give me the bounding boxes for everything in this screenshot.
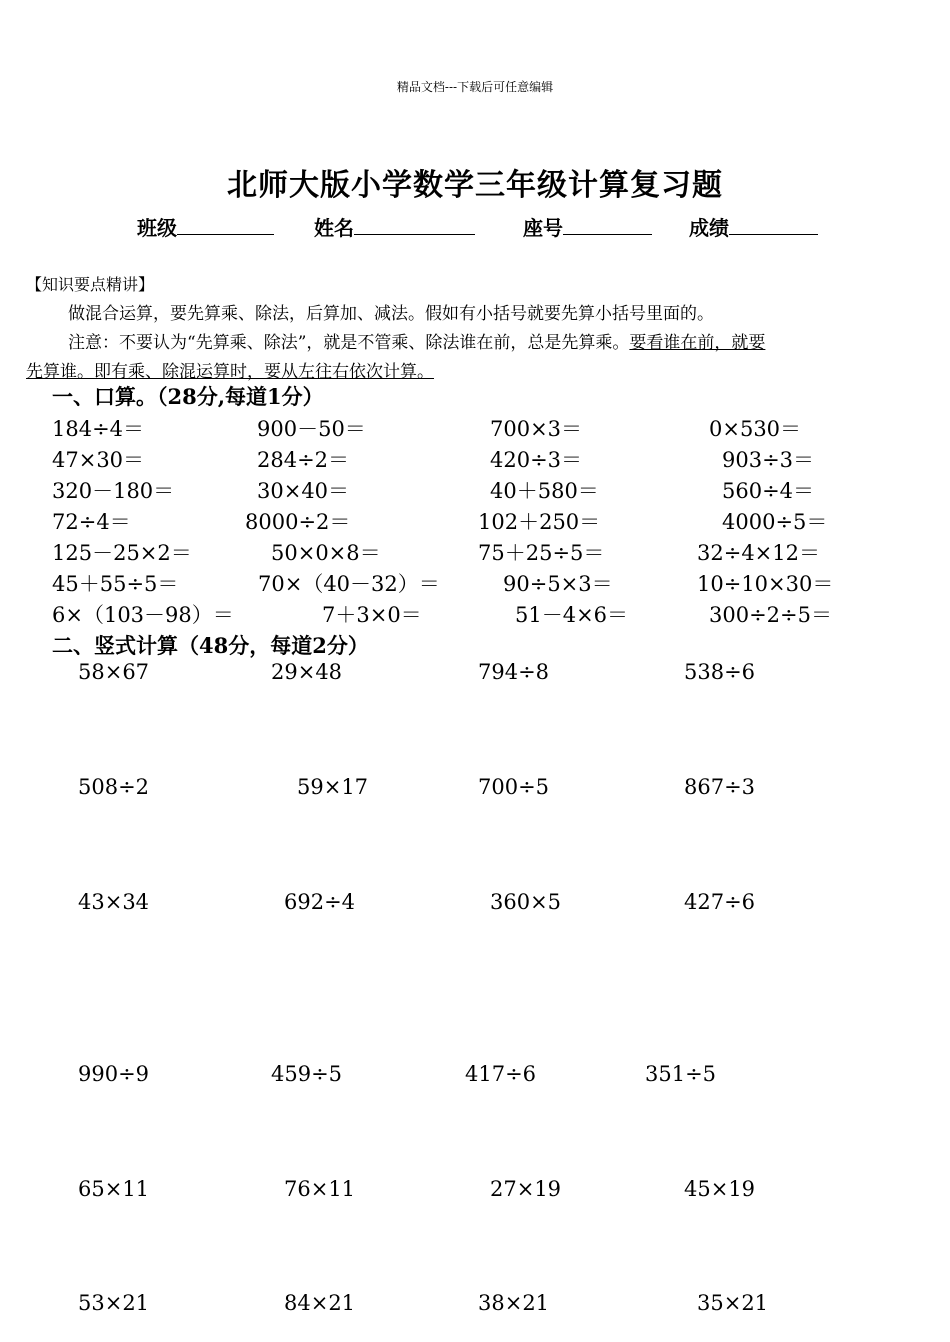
score-field — [689, 212, 818, 241]
oral-problem: 102＋250＝ — [478, 510, 601, 534]
vertical-problem: 58×67 — [78, 660, 150, 684]
vertical-problem: 360×5 — [490, 890, 562, 914]
oral-problem: 8000÷2＝ — [245, 510, 351, 534]
oral-problem: 300÷2÷5＝ — [709, 603, 832, 627]
vertical-problem: 990÷9 — [78, 1062, 150, 1086]
vertical-problem: 427÷6 — [684, 890, 756, 914]
vertical-problem: 29×48 — [271, 660, 343, 684]
header-note: 精品文档---下载后可任意编辑 — [396, 80, 554, 94]
knowledge-line-2-underlined: 要看谁在前，就要 — [629, 333, 766, 353]
seat-blank — [563, 214, 652, 235]
oral-problem: 420÷3＝ — [490, 448, 583, 472]
vertical-problem: 794÷8 — [478, 660, 550, 684]
page-title: 北师大版小学数学三年级计算复习题 — [227, 168, 723, 203]
score-label: 成绩 — [689, 216, 729, 240]
section1-heading: 一、口算。（28分,每道1分） — [52, 384, 324, 409]
oral-problem: 184÷4＝ — [52, 417, 145, 441]
oral-problem: 47×30＝ — [52, 448, 145, 472]
vertical-problem: 700÷5 — [478, 775, 550, 799]
oral-problem: 40＋580＝ — [490, 479, 599, 503]
oral-problem: 70×（40－32）＝ — [258, 572, 440, 596]
seat-field — [523, 212, 652, 241]
oral-problem: 32÷4×12＝ — [697, 541, 820, 565]
oral-problem: 0×530＝ — [709, 417, 802, 441]
oral-problem: 4000÷5＝ — [722, 510, 828, 534]
vertical-problem: 351÷5 — [645, 1062, 717, 1086]
knowledge-line-1: 做混合运算，要先算乘、除法，后算加、减法。假如有小括号就要先算小括号里面的。 — [68, 304, 714, 324]
vertical-problem: 84×21 — [284, 1291, 356, 1315]
oral-problem: 700×3＝ — [490, 417, 583, 441]
section2-heading: 二、竖式计算（48分，每道2分） — [52, 633, 369, 658]
oral-problem: 30×40＝ — [257, 479, 350, 503]
class-blank — [177, 214, 274, 235]
vertical-problem: 508÷2 — [78, 775, 150, 799]
oral-problem: 903÷3＝ — [722, 448, 815, 472]
vertical-problem: 59×17 — [297, 775, 369, 799]
name-blank — [354, 214, 475, 235]
knowledge-line-2-plain: 注意：不要认为“先算乘、除法”，就是不管乘、除法谁在前，总是先算乘。 — [68, 333, 630, 353]
vertical-problem: 65×11 — [78, 1177, 150, 1201]
oral-problem: 50×0×8＝ — [271, 541, 381, 565]
knowledge-line-3-underlined: 先算谁。即有乘、除混运算时，要从左往右依次计算。 — [26, 362, 434, 382]
class-field — [137, 212, 274, 241]
seat-label: 座号 — [523, 216, 563, 240]
vertical-problem: 417÷6 — [465, 1062, 537, 1086]
oral-problem: 7＋3×0＝ — [322, 603, 422, 627]
vertical-problem: 53×21 — [78, 1291, 150, 1315]
oral-problem: 75＋25÷5＝ — [478, 541, 605, 565]
oral-problem: 6×（103－98）＝ — [52, 603, 234, 627]
oral-problem: 125－25×2＝ — [52, 541, 192, 565]
vertical-problem: 76×11 — [284, 1177, 356, 1201]
vertical-problem: 538÷6 — [684, 660, 756, 684]
score-blank — [729, 214, 818, 235]
oral-problem: 900－50＝ — [257, 417, 366, 441]
oral-problem: 284÷2＝ — [257, 448, 350, 472]
vertical-problem: 38×21 — [478, 1291, 550, 1315]
vertical-problem: 45×19 — [684, 1177, 756, 1201]
name-label: 姓名 — [314, 216, 354, 240]
oral-problem: 320－180＝ — [52, 479, 175, 503]
knowledge-tag: 【知识要点精讲】 — [26, 275, 155, 294]
oral-problem: 51－4×6＝ — [515, 603, 629, 627]
vertical-problem: 459÷5 — [271, 1062, 343, 1086]
oral-problem: 560÷4＝ — [722, 479, 815, 503]
vertical-problem: 867÷3 — [684, 775, 756, 799]
oral-problem: 45＋55÷5＝ — [52, 572, 179, 596]
oral-problem: 72÷4＝ — [52, 510, 131, 534]
knowledge-line-3 — [26, 357, 434, 382]
class-label: 班级 — [137, 216, 177, 240]
name-field — [314, 212, 475, 241]
knowledge-line-2 — [68, 328, 765, 353]
vertical-problem: 692÷4 — [284, 890, 356, 914]
oral-problem: 10÷10×30＝ — [697, 572, 834, 596]
vertical-problem: 43×34 — [78, 890, 150, 914]
oral-problem: 90÷5×3＝ — [503, 572, 613, 596]
vertical-problem: 27×19 — [490, 1177, 562, 1201]
vertical-problem: 35×21 — [697, 1291, 769, 1315]
